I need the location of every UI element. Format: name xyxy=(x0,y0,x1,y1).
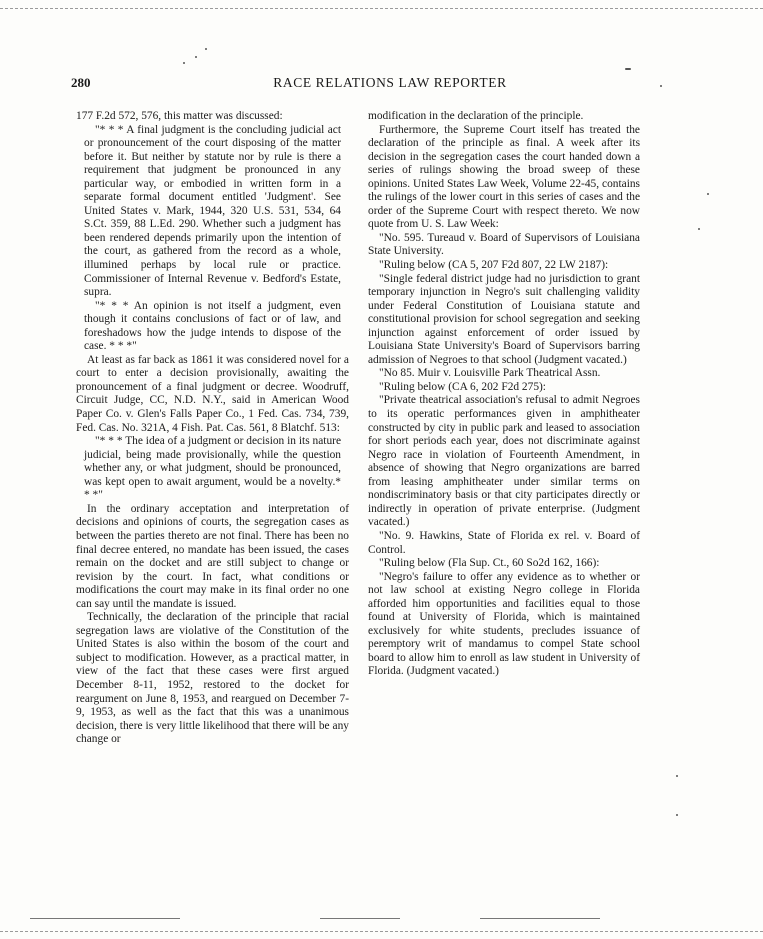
left-column xyxy=(76,110,349,747)
scan-line xyxy=(30,918,180,919)
scan-speck xyxy=(698,228,700,230)
scan-speck xyxy=(195,56,197,58)
scan-speck xyxy=(707,193,709,195)
case-entry: "No 85. Muir v. Louisville Park Theatrical Assn. xyxy=(379,367,601,380)
right-column xyxy=(368,110,640,679)
scan-speck xyxy=(183,62,185,64)
case-ruling-text: "Negro's failure to offer any evidence as to whether or not law school at existing Negro college in Florida afforded him opportunities and facilities equal to those found at University of Florida, which is maintained exclusively for white students, precludes issuance of peremptory writ of mandamus to compel State school board to allow him to enroll as law student in University of Florida. (Judgment vacated.) xyxy=(368,570,640,678)
case-entry: "No. 595. Tureaud v. Board of Supervisors of Louisiana State University. xyxy=(368,231,640,258)
scan-speck xyxy=(205,48,207,50)
bottom-scan-lines xyxy=(30,918,733,926)
page-number: 280 xyxy=(71,75,91,90)
paragraph: Technically, the declaration of the principle that racial segregation laws are violative of the Constitution of the United States is also within the bosom of the court and subject to modification. However, as a practical matter, in view of the fact that these cases were first argued December 8-11, 1952, restored to the docket for reargument on June 8, 1953, and reargued on December 7-9, 1953, as well as the fact that this was a unanimous decision, there is very little likelihood that there will be any change or xyxy=(76,611,349,746)
block-quote: "* * * The idea of a judgment or decision in its nature judicial, being made provisionally, while the question whether any, or what judgment, should be pronounced, was kept open to await argument, would be a novelty.* * *" xyxy=(84,435,341,502)
case-ruling-text: "Private theatrical association's refusal to admit Negroes to its operatic performances given in amphitheater constructed by city in public park and leased to association for short periods each year, does not discriminate against Negro race in violation of Fourteenth Amendment, in absence of showing that Negro organizations are barred from leasing amphitheater under similar terms on nondiscriminatory basis or that city participates directly or indirectly in operation of private enterprise. (Judgment vacated.) xyxy=(368,394,640,529)
scan-speck xyxy=(676,814,678,816)
scan-speck xyxy=(625,68,631,70)
top-dashed-border xyxy=(0,8,763,9)
block-quote: "* * * An opinion is not itself a judgment, even though it contains conclusions of fact or of law, and foreshadows how the judge intends to dispose of the case. * * *" xyxy=(84,299,341,353)
paragraph: At least as far back as 1861 it was considered novel for a court to enter a decision provisionally, awaiting the pronouncement of a final judgment or decree. Woodruff, Circuit Judge, CC, N.D. N.Y., said in American Wood Paper Co. v. Glen's Falls Paper Co., 1 Fed. Cas. 734, 739, Fed. Cas. No. 321A, 4 Fish. Pat. Cas. 561, 8 Blatchf. 513: xyxy=(76,353,349,434)
running-head: RACE RELATIONS LAW REPORTER xyxy=(273,75,507,90)
block-quote: "* * * A final judgment is the concluding judicial act or pronouncement of the court disposing of the matter before it. But neither by statute nor by rule is there a requirement that judgment be pronounced in any particular way, or embodied in written form in a separate formal document entitled 'Judgment'. See United States v. Mark, 1944, 320 U.S. 531, 534, 64 S.Ct. 359, 88 L.Ed. 290. Whether such a judgment has been rendered depends primarily upon the intention of the court, as gathered from the record as a whole, illumined perhaps by local rule or practice. Commissioner of Internal Revenue v. Bedford's Estate, supra. xyxy=(84,123,341,299)
case-ruling-citation: "Ruling below (CA 6, 202 F2d 275): xyxy=(379,380,546,393)
paragraph: modification in the declaration of the principle. xyxy=(368,110,584,122)
case-ruling-text: "Single federal district judge had no jurisdiction to grant temporary injunction in Negro's suit challenging validity under Federal Constitution of Louisiana statute and constitutional provision for school segregation and seeking injunction against enforcement of order issued by Louisiana State University's Board of Supervisors barring admission of Negroes to that school (Judgment vacated.) xyxy=(368,272,640,366)
case-ruling-citation: "Ruling below (Fla Sup. Ct., 60 So2d 162, 166): xyxy=(379,557,600,570)
case-ruling-citation: "Ruling below (CA 5, 207 F2d 807, 22 LW 2187): xyxy=(379,259,609,272)
paragraph: In the ordinary acceptation and interpretation of decisions and opinions of courts, the segregation cases as between the parties thereto are not final. There has been no final decree entered, no mandate has been issued, the cases remain on the docket and are still subject to change or revision by the court. In fact, what conditions or modifications the court may make in its final order no one can say until the mandate is issued. xyxy=(76,502,349,610)
paragraph: Furthermore, the Supreme Court itself has treated the declaration of the principle as final. A week after its decision in the segregation cases the court handed down a series of rulings showing the broad sweep of these opinions. United States Law Week, Volume 22-45, contains the rulings of the lower court in this series of cases and the order of the Supreme Court with respect thereto. We now quote from U. S. Law Week: xyxy=(368,123,640,231)
scan-line xyxy=(320,918,400,919)
paragraph: 177 F.2d 572, 576, this matter was discussed: xyxy=(76,110,283,122)
bottom-dashed-border xyxy=(0,931,763,932)
scan-speck xyxy=(676,775,678,777)
scan-line xyxy=(480,918,600,919)
case-entry: "No. 9. Hawkins, State of Florida ex rel. v. Board of Control. xyxy=(368,529,640,556)
